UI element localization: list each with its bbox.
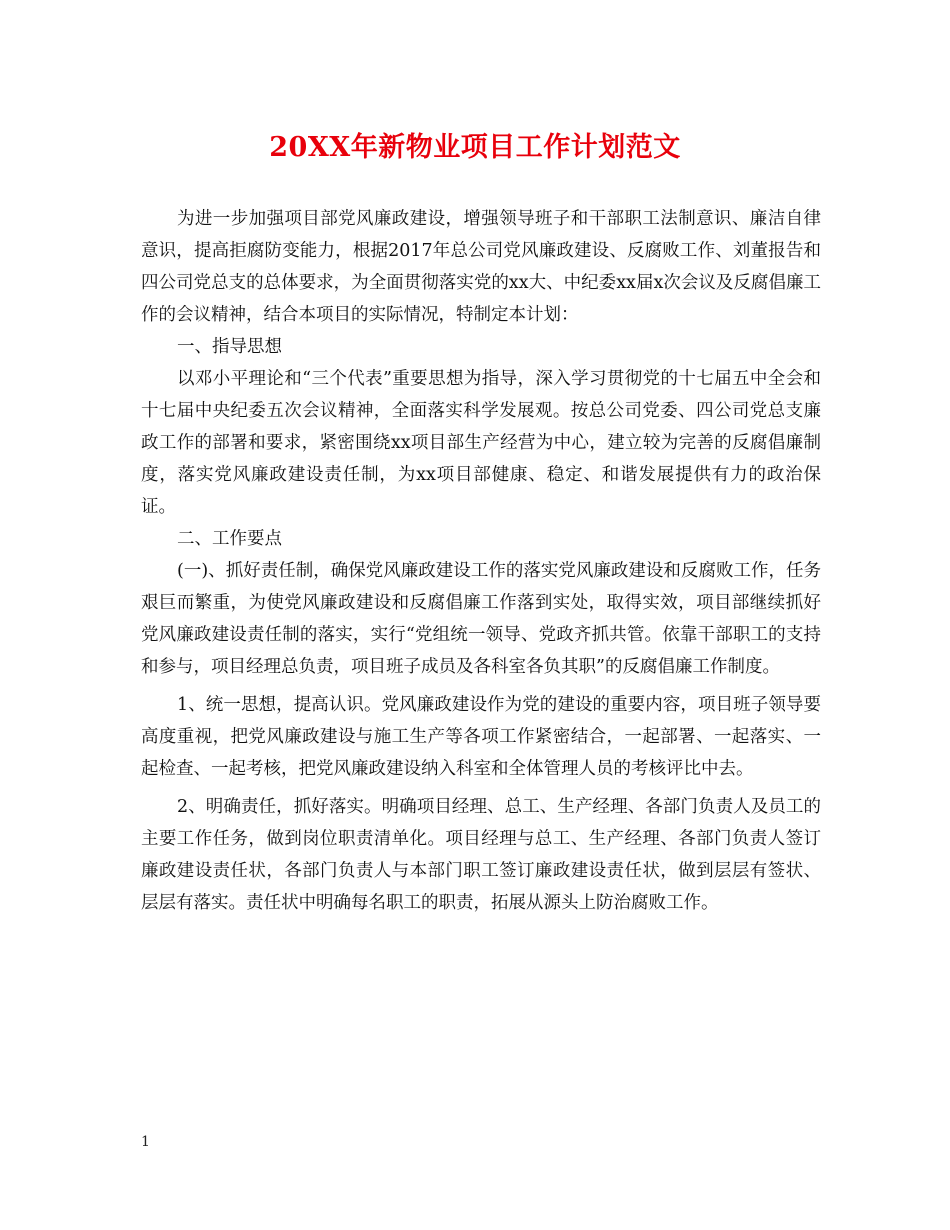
section-heading-work-points: 二、工作要点: [177, 529, 282, 549]
document-title: 20XX年新物业项目工作计划范文: [269, 132, 681, 163]
document-body: [141, 203, 821, 919]
clarify-responsibility-paragraph: 2、明确责任，抓好落实。明确项目经理、总工、生产经理、各部门负责人及员工的主要工作任务，做到岗位职责清单化。项目经理与总工、生产经理、各部门负责人签订廉政建设责任状，各部门负责人与本部门职工签订廉政建设责任状，做到层层有签状、层层有落实。责任状中明确每名职工的职责，拓展从源头上防治腐败工作。: [141, 797, 821, 913]
section-heading-guiding-thought: 一、指导思想: [177, 337, 282, 357]
guiding-thought-paragraph: 以邓小平理论和“三个代表”重要思想为指导，深入学习贯彻党的十七届五中全会和十七届中央纪委五次会议精神，全面落实科学发展观。按总公司党委、四公司党总支廉政工作的部署和要求，紧密围绕xx项目部生产经营为中心，建立较为完善的反腐倡廉制度，落实党风廉政建设责任制，为xx项目部健康、稳定、和谐发展提供有力的政治保证。: [141, 369, 821, 517]
unify-thinking-paragraph: 1、统一思想，提高认识。党风廉政建设作为党的建设的重要内容，项目班子领导要高度重视，把党风廉政建设与施工生产等各项工作紧密结合，一起部署、一起落实、一起检查、一起考核，把党风廉政建设纳入科室和全体管理人员的考核评比中去。: [141, 695, 821, 779]
page-number: 1: [141, 1134, 150, 1150]
intro-paragraph: 为进一步加强项目部党风廉政建设，增强领导班子和干部职工法制意识、廉洁自律意识，提高拒腐防变能力，根据2017年总公司党风廉政建设、反腐败工作、刘董报告和四公司党总支的总体要求，为全面贯彻落实党的xx大、中纪委xx届x次会议及反腐倡廉工作的会议精神，结合本项目的实际情况，特制定本计划：: [141, 209, 821, 325]
responsibility-system-paragraph: (一)、抓好责任制，确保党风廉政建设工作的落实党风廉政建设和反腐败工作，任务艰巨而繁重，为使党风廉政建设和反腐倡廉工作落到实处，取得实效，项目部继续抓好党风廉政建设责任制的落实，实行“党组统一领导、党政齐抓共管。依靠干部职工的支持和参与，项目经理总负责，项目班子成员及各科室各负其职”的反腐倡廉工作制度。: [141, 561, 821, 677]
